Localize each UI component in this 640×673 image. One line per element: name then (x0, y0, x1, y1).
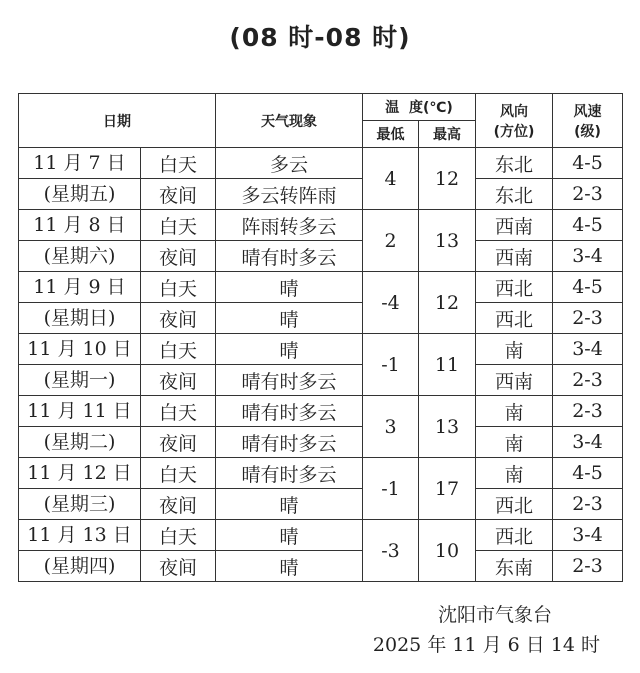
header-wind-direction-line1: 风向 (500, 103, 528, 120)
weekday-cell: (星期五) (19, 179, 141, 210)
table-row-night (19, 303, 623, 334)
weekday-cell: (星期日) (19, 303, 141, 334)
table-row-day (19, 334, 623, 365)
temp-max-cell: 10 (419, 520, 476, 582)
wind-speed-cell: 4-5 (553, 272, 623, 303)
weekday-cell: (星期一) (19, 365, 141, 396)
wind-speed-cell: 2-3 (553, 365, 623, 396)
weather-cell: 晴 (216, 489, 363, 520)
wind-direction-cell: 南 (476, 427, 553, 458)
table-row-night (19, 427, 623, 458)
wind-direction-cell: 西北 (476, 489, 553, 520)
wind-speed-cell: 2-3 (553, 551, 623, 582)
period-cell: 夜间 (141, 303, 216, 334)
date-cell: 11 月 9 日 (19, 272, 141, 303)
issuer: 沈阳市气象台 (437, 604, 552, 626)
date-cell: 11 月 11 日 (19, 396, 141, 427)
table-row-day (19, 458, 623, 489)
period-cell: 白天 (141, 458, 216, 489)
weekday-cell: (星期三) (19, 489, 141, 520)
period-cell: 白天 (141, 334, 216, 365)
wind-direction-cell: 西南 (476, 210, 553, 241)
date-cell: 11 月 7 日 (19, 148, 141, 179)
period-cell: 白天 (141, 396, 216, 427)
weather-cell: 多云转阵雨 (216, 179, 363, 210)
weather-cell: 晴有时多云 (216, 365, 363, 396)
temp-min-cell: 2 (363, 210, 419, 272)
weather-cell: 多云 (216, 148, 363, 179)
weather-cell: 晴 (216, 551, 363, 582)
wind-direction-cell: 东北 (476, 179, 553, 210)
weather-cell: 晴 (216, 520, 363, 551)
weekday-cell: (星期二) (19, 427, 141, 458)
weekday-cell: (星期六) (19, 241, 141, 272)
period-cell: 夜间 (141, 365, 216, 396)
temp-min-cell: 3 (363, 396, 419, 458)
table-row-night (19, 179, 623, 210)
date-cell: 11 月 8 日 (19, 210, 141, 241)
temp-min-cell: -4 (363, 272, 419, 334)
header-temp-min: 最低 (363, 121, 419, 148)
period-cell: 夜间 (141, 427, 216, 458)
table-row-day (19, 396, 623, 427)
table-row-day (19, 520, 623, 551)
weather-cell: 晴有时多云 (216, 458, 363, 489)
header-date: 日期 (19, 94, 216, 148)
wind-speed-cell: 4-5 (553, 210, 623, 241)
date-cell: 11 月 10 日 (19, 334, 141, 365)
issue-time: 2025 年 11 月 6 日 14 时 (372, 634, 600, 656)
period-cell: 白天 (141, 148, 216, 179)
weather-cell: 晴有时多云 (216, 241, 363, 272)
period-cell: 夜间 (141, 179, 216, 210)
table-row-day (19, 272, 623, 303)
temp-max-cell: 12 (419, 272, 476, 334)
wind-direction-cell: 西北 (476, 303, 553, 334)
wind-speed-cell: 3-4 (553, 427, 623, 458)
weather-cell: 阵雨转多云 (216, 210, 363, 241)
wind-speed-cell: 2-3 (553, 303, 623, 334)
wind-speed-cell: 2-3 (553, 396, 623, 427)
temp-max-cell: 11 (419, 334, 476, 396)
period-cell: 白天 (141, 272, 216, 303)
header-wind-direction (476, 94, 553, 148)
wind-direction-cell: 南 (476, 334, 553, 365)
wind-direction-cell: 东北 (476, 148, 553, 179)
header-temperature: 温 度(℃) (363, 94, 476, 121)
temp-max-cell: 12 (419, 148, 476, 210)
temp-max-cell: 17 (419, 458, 476, 520)
header-temp-max: 最高 (419, 121, 476, 148)
table-row-night (19, 551, 623, 582)
wind-speed-cell: 3-4 (553, 334, 623, 365)
date-cell: 11 月 12 日 (19, 458, 141, 489)
weather-cell: 晴 (216, 272, 363, 303)
temp-min-cell: 4 (363, 148, 419, 210)
weather-cell: 晴有时多云 (216, 427, 363, 458)
wind-direction-cell: 西南 (476, 241, 553, 272)
temp-max-cell: 13 (419, 396, 476, 458)
period-cell: 夜间 (141, 489, 216, 520)
header-weather: 天气现象 (216, 94, 363, 148)
table-row-day (19, 148, 623, 179)
weather-cell: 晴有时多云 (216, 396, 363, 427)
wind-direction-cell: 西南 (476, 365, 553, 396)
header-wind-speed (553, 94, 623, 148)
wind-speed-cell: 3-4 (553, 520, 623, 551)
weather-cell: 晴 (216, 334, 363, 365)
header-wind-speed-line1: 风速 (573, 103, 602, 120)
temp-max-cell: 13 (419, 210, 476, 272)
wind-speed-cell: 4-5 (553, 148, 623, 179)
header-row (19, 94, 623, 121)
table-row-day (19, 210, 623, 241)
wind-speed-cell: 3-4 (553, 241, 623, 272)
wind-speed-cell: 4-5 (553, 458, 623, 489)
table-row-night (19, 241, 623, 272)
temp-min-cell: -1 (363, 334, 419, 396)
header-wind-direction-line2: (方位) (493, 123, 535, 140)
weather-cell: 晴 (216, 303, 363, 334)
wind-speed-cell: 2-3 (553, 179, 623, 210)
wind-direction-cell: 西北 (476, 272, 553, 303)
period-cell: 夜间 (141, 551, 216, 582)
wind-direction-cell: 西北 (476, 520, 553, 551)
period-cell: 夜间 (141, 241, 216, 272)
wind-direction-cell: 南 (476, 458, 553, 489)
header-wind-speed-line2: (级) (574, 123, 601, 140)
period-cell: 白天 (141, 520, 216, 551)
temp-min-cell: -3 (363, 520, 419, 582)
wind-direction-cell: 南 (476, 396, 553, 427)
temp-min-cell: -1 (363, 458, 419, 520)
table-row-night (19, 365, 623, 396)
wind-direction-cell: 东南 (476, 551, 553, 582)
period-cell: 白天 (141, 210, 216, 241)
page-title: (08 时-08 时) (229, 23, 411, 52)
wind-speed-cell: 2-3 (553, 489, 623, 520)
table-row-night (19, 489, 623, 520)
weekday-cell: (星期四) (19, 551, 141, 582)
date-cell: 11 月 13 日 (19, 520, 141, 551)
forecast-table (18, 93, 623, 582)
